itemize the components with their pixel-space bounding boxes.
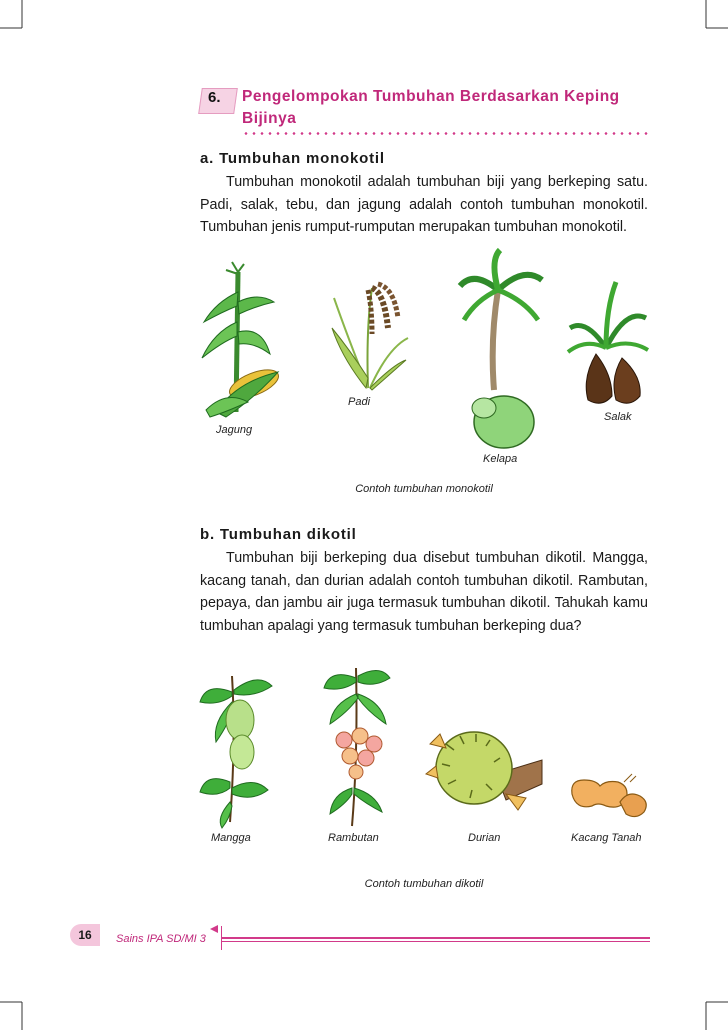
monokotil-paragraph: Tumbuhan monokotil adalah tumbuhan biji yang berkeping satu. Padi, salak, tebu, dan jagung adalah contoh tumbuhan monokotil. Tumbuhan jenis rumput-rumputan merupakan tumbuhan monokotil. — [200, 174, 648, 235]
page-number: 16 — [70, 924, 100, 946]
durian-illustration — [426, 714, 544, 812]
dikotil-paragraph: Tumbuhan biji berkeping dua disebut tumbuhan dikotil. Mangga, kacang tanah, dan durian adalah contoh tumbuhan dikotil. Rambutan, pepaya, dan jambu air juga termasuk tumbuhan dikotil. Tahukah kamu tumbuhan apalagi yang termasuk tumbuhan berkeping dua? — [200, 550, 648, 634]
dikotil-heading: b. Tumbuhan dikotil — [200, 526, 357, 543]
jagung-label: Jagung — [216, 424, 253, 436]
footer-rule — [222, 937, 650, 939]
durian-label: Durian — [468, 832, 501, 844]
mangga-illustration — [196, 672, 276, 828]
section-title: Pengelompokan Tumbuhan Berdasarkan Keping Bijinya — [242, 88, 620, 127]
rambutan-label: Rambutan — [328, 832, 379, 844]
kacang-tanah-label: Kacang Tanah — [571, 832, 642, 844]
monokotil-caption: Contoh tumbuhan monokotil — [355, 483, 493, 495]
dotted-divider — [242, 132, 648, 135]
padi-label: Padi — [348, 396, 371, 408]
monokotil-heading: a. Tumbuhan monokotil — [200, 150, 385, 167]
kacang-tanah-illustration — [566, 772, 650, 820]
salak-label: Salak — [604, 411, 632, 423]
kelapa-illustration — [454, 250, 550, 450]
book-title: Sains IPA SD/MI 3 — [116, 933, 206, 945]
jagung-illustration — [196, 262, 292, 422]
salak-illustration — [566, 278, 650, 410]
dikotil-caption: Contoh tumbuhan dikotil — [364, 878, 484, 890]
padi-illustration — [328, 268, 412, 390]
footer-arrow-icon — [210, 925, 218, 933]
kelapa-label: Kelapa — [483, 453, 518, 465]
mangga-label: Mangga — [211, 832, 251, 844]
section-number: 6. — [208, 89, 221, 106]
footer-rule-thin — [222, 941, 650, 942]
rambutan-illustration — [322, 664, 392, 828]
